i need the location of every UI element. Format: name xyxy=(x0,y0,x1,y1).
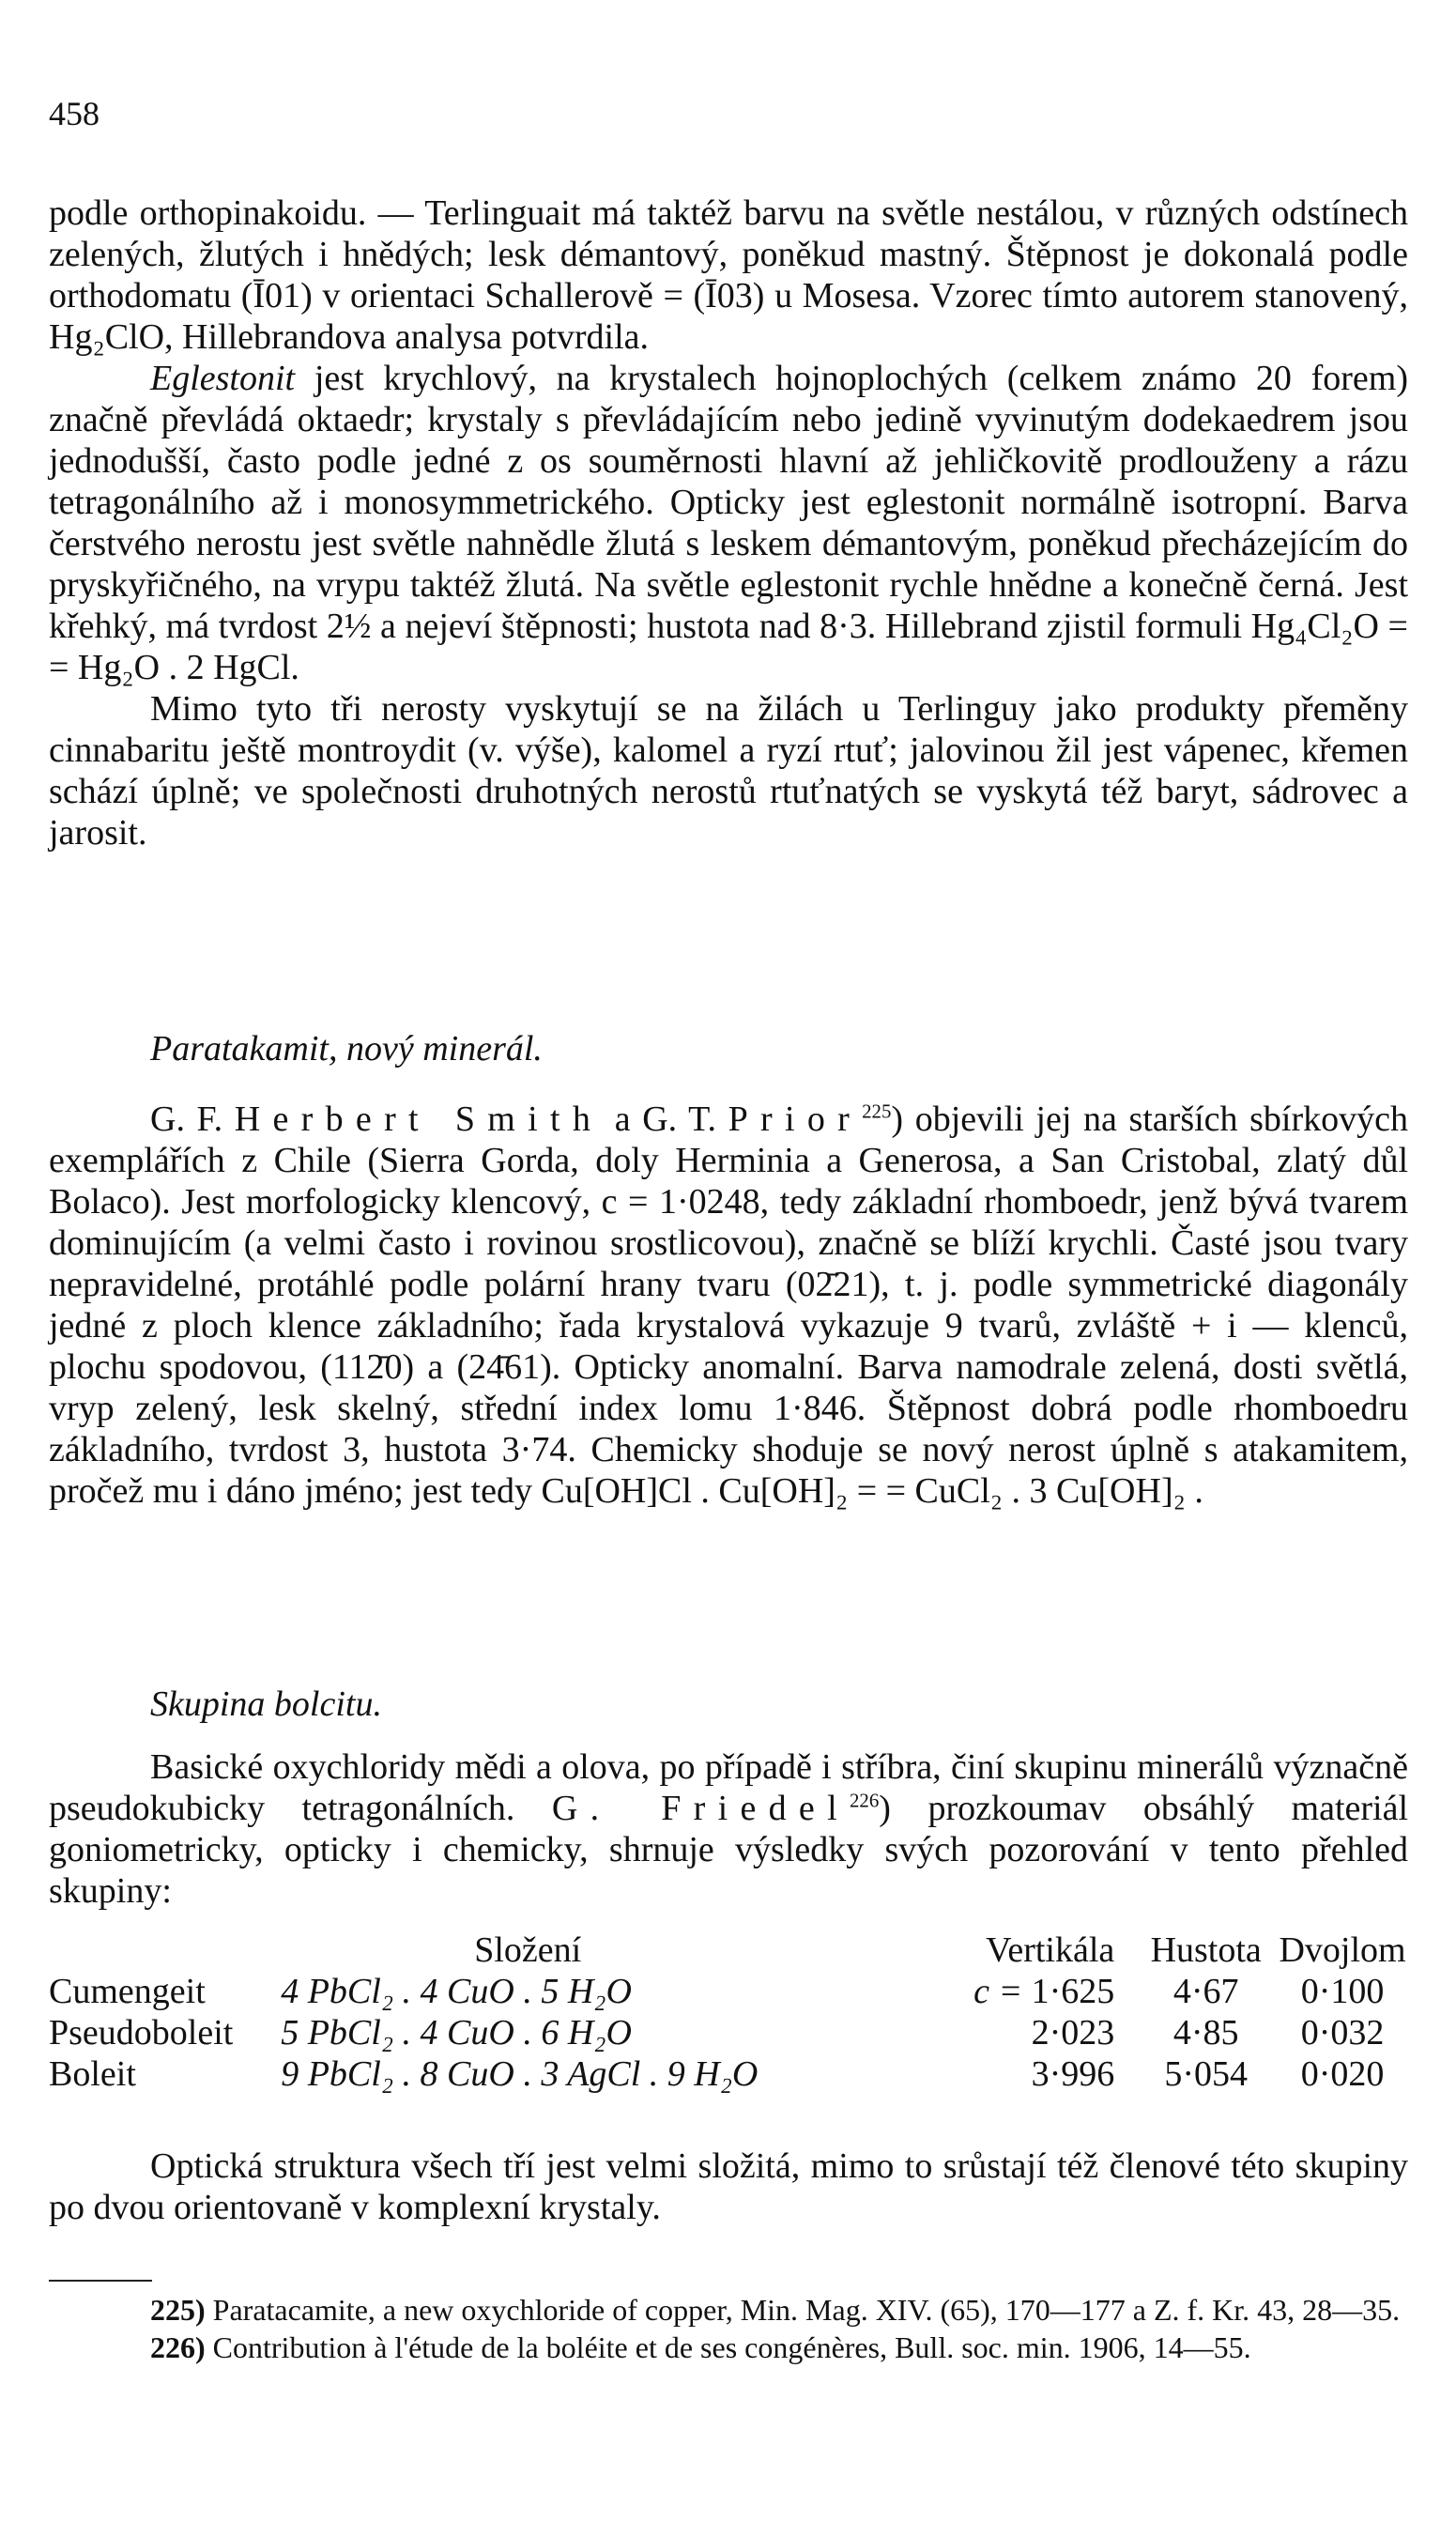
body-text-top xyxy=(49,192,1408,853)
footnote-divider xyxy=(49,2280,152,2282)
footnote-ref-225: 225 xyxy=(862,1099,892,1123)
bolcit-text-1: Basické oxychloridy mědi a olova, po případě i stříbra, činí skupinu minerálů význačně pseudokubicky tetragonálních. xyxy=(49,1747,1408,1828)
mineral-name-eglestonit: Eglestonit xyxy=(150,359,296,398)
vertikala-value: 2·023 xyxy=(1031,2013,1115,2053)
header-hustota: Hustota xyxy=(1150,1930,1262,1970)
footnote-number: 226) xyxy=(150,2330,206,2364)
composition: 9 PbCl₂ . 8 CuO . 3 AgCl . 9 H₂O xyxy=(281,2054,759,2094)
author-conjunction: a G. T. xyxy=(614,1099,716,1139)
dvojlom-value: 0·100 xyxy=(1300,1972,1385,2011)
hustota-value: 4·67 xyxy=(1172,1972,1239,2011)
header-slozeni: Složení xyxy=(474,1930,582,1970)
footnote-226 xyxy=(49,2329,1401,2366)
mineral-name: Cumengeit xyxy=(49,1972,206,2011)
lead-initials: G. F. xyxy=(150,1099,223,1139)
bolcit-paragraph: Basické oxychloridy mědi a olova, po případě i stříbra, činí skupinu minerálů význačně pseudokubicky tetragonálních. G. Friedel$^{226}$) prozkoumav obsáhlý materiál goniometricky, opticky i chemicky, shrnuje výsledky svých pozorování v tento přehled skupiny: xyxy=(49,1747,1409,1911)
page-number: 458 xyxy=(49,95,100,132)
table-header-row xyxy=(45,1930,1416,1971)
eglestonit-paragraph xyxy=(49,358,1408,688)
author-friedel: G. Friedel xyxy=(551,1789,850,1828)
paratakamit-text: objevili jej na starších sbírkových exemplářích z Chile (Sierra Gorda, doly Herminia a Generosa, a San Cristobal, zlatý důl Bolaco). Jest morfologicky klencový, c = 1·0248, tedy základní rhomboedr, jenž bývá tvarem dominujícím (a velmi často i rovinou srostlicovou), značně se blíží krychli. Časté jsou tvary nepravidelné, protáhlé podle polární hrany tvaru (02̄21), t. j. podle symmetrické diagonály jedné z ploch klence základního; řada krystalová vykazuje 9 tvarů, zvláště + i — klenců, plochu spodovou, (112̄0) a (24̄61). Opticky anomalní. Barva namodrale zelená, dosti světlá, vryp zelený, lesk skelný, střední index lomu 1·846. Štěpnost dobrá podle rhomboedru základního, tvrdost 3, hustota 3·74. Chemicky shoduje se nový nerost úplně s atakamitem, pročež mu i dáno jméno; jest tedy Cu[OH]Cl . Cu[OH]₂ = = CuCl₂ . 3 Cu[OH]₂ . xyxy=(49,1099,1409,1511)
optical-structure-paragraph: Optická struktura všech tří jest velmi složitá, mimo to srůstají též členové této skupiny po dvou orientovaně v komplexní krystaly. xyxy=(49,2146,1408,2227)
author-herbert-smith: Herbert Smith xyxy=(234,1099,604,1139)
terlingua-minerals-paragraph: Mimo tyto tři nerosty vyskytují se na žilách u Terlinguy jako produkty přeměny cinnabaritu ještě montroydit (v. výše), kalomel a ryzí rtuť; jalovinou žil jest vápenec, křemen schází úplně; ve společnosti druhotných nerostů rtuťnatých se vyskytá též baryt, sádrovec a jarosit. xyxy=(49,689,1408,853)
bolcit-group-table xyxy=(45,1930,1416,2095)
author-prior: Prior xyxy=(728,1099,863,1139)
footnote-text: Paratacamite, a new oxychloride of copper, Min. Mag. XIV. (65), 170—177 a Z. f. Kr. 43, 28—35. xyxy=(212,2293,1401,2327)
mineral-name: Pseudoboleit xyxy=(49,2013,234,2053)
eglestonit-text: jest krychlový, na krystalech hojnoplochých (celkem známo 20 forem) značně převládá oktaedr; krystaly s převládajícím nebo jedině vyvinutým dodekaedrem jsou jednodušší, často podle jedné z os souměrnosti hlavní až jehličkovitě prodlouženy a rázu tetragonálního až i monosymmetrického. Opticky jest eglestonit normálně isotropní. Barva čerstvého nerostu jest světle nahnědle žlutá s leskem démantovým, poněkud přecházejícím do pryskyřičného, na vrypu taktéž žlutá. Na světle eglestonit rychle hnědne a konečně černá. Jest křehký, má tvrdost 2½ a nejeví štěpnosti; hustota nad 8·3. Hillebrand zjistil formuli Hg₄Cl₂O = = Hg₂O . 2 HgCl. xyxy=(49,359,1409,687)
footnote-ref-226: 226 xyxy=(849,1789,880,1812)
composition: 5 PbCl₂ . 4 CuO . 6 H₂O xyxy=(281,2013,632,2053)
c-prefix: c = xyxy=(973,1972,1023,2011)
hustota-value: 4·85 xyxy=(1172,2013,1239,2053)
bolcit-text-2: prozkoumav obsáhlý materiál goniometricky, opticky i chemicky, shrnuje výsledky svých pozorování v tento přehled skupiny: xyxy=(49,1789,1409,1911)
terlinguait-paragraph: podle orthopinakoidu. — Terlinguait má taktéž barvu na světle nestálou, v různých odstínech zelených, žlutých i hnědých; lesk démantový, poněkud mastný. Štěpnost je dokonalá podle orthodomatu (Ī01) v orientaci Schallerově = (Ī03) u Mosesa. Vzorec tímto autorem stanovený, Hg₂ClO, Hillebrandova analysa potvrdila. xyxy=(49,193,1408,357)
table-row xyxy=(45,2012,1416,2053)
table-row xyxy=(45,1971,1416,2012)
footnotes xyxy=(49,2291,1401,2366)
footnote-225 xyxy=(49,2291,1401,2329)
footnote-number: 225) xyxy=(150,2293,206,2327)
composition: 4 PbCl₂ . 4 CuO . 5 H₂O xyxy=(281,1972,632,2011)
mineral-name: Boleit xyxy=(49,2054,136,2094)
dvojlom-value: 0·032 xyxy=(1300,2013,1385,2053)
header-dvojlom: Dvojlom xyxy=(1279,1930,1406,1970)
table-row xyxy=(45,2053,1416,2095)
paratakamit-paragraph: G. F. Herbert Smith a G. T. Prior$^{225}$) objevili jej na starších sbírkových exemplářích z Chile (Sierra Gorda, doly Herminia a Generosa, a San Cristobal, zlatý důl Bolaco). Jest morfologicky klencový, c = 1·0248, tedy základní rhomboedr, jenž bývá tvarem dominujícím (a velmi často i rovinou srostlicovou), značně se blíží krychli. Časté jsou tvary nepravidelné, protáhlé podle polární hrany tvaru (02̄21), t. j. podle symmetrické diagonály jedné z ploch klence základního; řada krystalová vykazuje 9 tvarů, zvláště + i — klenců, plochu spodovou, (112̄0) a (24̄61). Opticky anomalní. Barva namodrale zelená, dosti světlá, vryp zelený, lesk skelný, střední index lomu 1·846. Štěpnost dobrá podle rhomboedru základního, tvrdost 3, hustota 3·74. Chemicky shoduje se nový nerost úplně s atakamitem, pročež mu i dáno jméno; jest tedy Cu[OH]Cl . Cu[OH]₂ = = CuCl₂ . 3 Cu[OH]₂ . xyxy=(49,1099,1409,1511)
vertikala-value: 1·625 xyxy=(1031,1972,1115,2011)
header-vertikala: Vertikála xyxy=(986,1930,1115,1970)
section-title-paratakamit: Paratakamit, nový minerál. xyxy=(150,1029,543,1069)
dvojlom-value: 0·020 xyxy=(1300,2054,1385,2094)
hustota-value: 5·054 xyxy=(1164,2054,1248,2094)
footnote-text: Contribution à l'étude de la boléite et de ses congénères, Bull. soc. min. 1906, 14—55. xyxy=(212,2330,1251,2364)
section-title-bolcit: Skupina bolcitu. xyxy=(150,1684,382,1724)
vertikala-value: 3·996 xyxy=(1031,2054,1115,2094)
